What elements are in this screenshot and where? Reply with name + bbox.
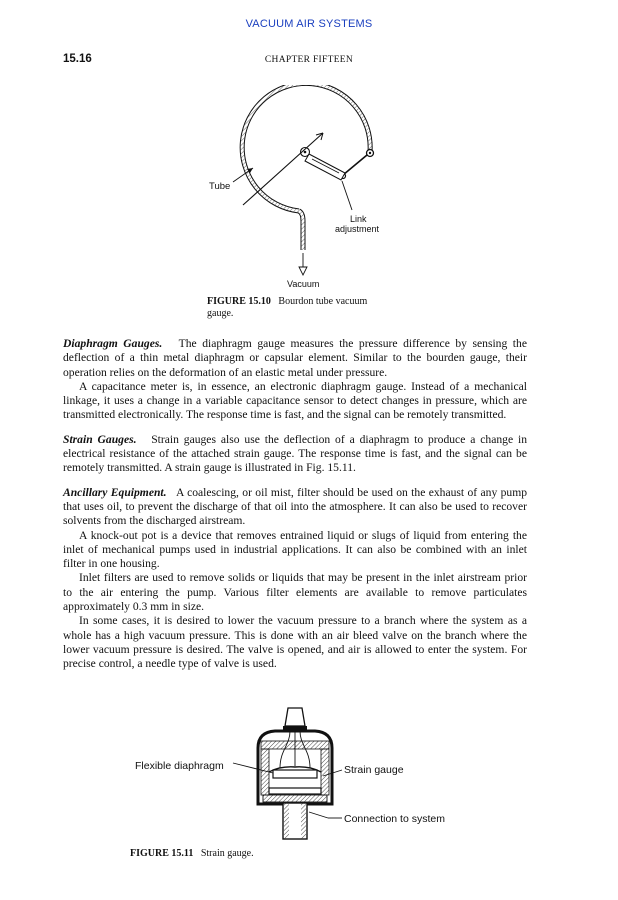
figure-15-10-number: FIGURE 15.10 bbox=[207, 296, 271, 307]
paragraph-ancillary-4: In some cases, it is desired to lower the vacuum pressure to a branch where the system as a whole has a high vacuum pressure. This is done with an air bleed valve on the branch where the lower vacuum pressure is desired. The valve is opened, and air is allowed to enter the system. For precise control, a needle type of valve is used. bbox=[63, 614, 527, 671]
running-head: VACUUM AIR SYSTEMS bbox=[245, 18, 373, 30]
strain-gauge-figure bbox=[130, 700, 470, 842]
strain-element bbox=[273, 770, 317, 778]
paragraph-ancillary-2: A knock-out pot is a device that removes entrained liquid or slugs of liquid from entering the inlet of mechanical pumps used in industrial applications. It can also be combined with an inlet filter in one housing. bbox=[63, 528, 527, 571]
figure-15-10-text-line1: Bourdon tube vacuum bbox=[278, 296, 368, 307]
paragraph-ancillary-3: Inlet filters are used to remove solids or liquids that may be present in the inlet airstream prior to the air entering the pump. Various filter elements are available to remove particulates approximately 0.3 mm in size. bbox=[63, 571, 527, 614]
diaphragm-label: Flexible diaphragm bbox=[135, 760, 224, 772]
figure-15-10-caption bbox=[207, 296, 397, 320]
paragraph-strain-1 bbox=[63, 433, 527, 476]
text-diaphragm-1: The diaphragm gauge measures the pressure difference by sensing the deflection of a thin metal diaphragm or capsular element. Similar to the bourden gauge, their operation relies on the deformation of an elastic metal under pressure. bbox=[63, 337, 527, 379]
connection-label: Connection to system bbox=[344, 813, 445, 825]
page-number: 15.16 bbox=[63, 53, 92, 65]
link-label-line1: Link bbox=[350, 214, 367, 224]
text-strain-1: Strain gauges also use the deflection of a diaphragm to produce a change in electrical resistance of the attached strain gauge. The response time is fast, and the signal can be remotely transmitted. A strain gauge is illustrated in Fig. 15.11. bbox=[63, 432, 528, 475]
paragraph-ancillary-1 bbox=[63, 486, 527, 529]
bourdon-gauge-figure bbox=[195, 85, 395, 295]
pointer bbox=[243, 133, 323, 205]
figure-15-11-caption bbox=[130, 848, 430, 860]
chapter-title: CHAPTER FIFTEEN bbox=[264, 55, 354, 65]
cable-nozzle bbox=[285, 708, 305, 726]
heading-ancillary-equipment: Ancillary Equipment. bbox=[63, 485, 167, 499]
strain-gauge-label: Strain gauge bbox=[344, 764, 404, 776]
vacuum-label: Vacuum bbox=[287, 279, 320, 289]
figure-15-11-text: Strain gauge. bbox=[200, 848, 254, 859]
figure-15-10-text-line2: gauge. bbox=[207, 308, 234, 319]
body-text bbox=[63, 337, 527, 672]
heading-diaphragm-gauges: Diaphragm Gauges. bbox=[63, 337, 163, 350]
heading-strain-gauges: Strain Gauges. bbox=[63, 432, 137, 446]
link-label-line2: adjustment bbox=[335, 224, 380, 234]
text-ancillary-1: A coalescing, or oil mist, filter should be used on the exhaust of any pump that uses oil, to prevent the discharge of that oil into the atmosphere. It can also be used to recover solvents from the discharged airstream. bbox=[63, 485, 528, 528]
tube-label: Tube bbox=[209, 181, 231, 192]
paragraph-diaphragm-1 bbox=[63, 337, 527, 380]
paragraph-diaphragm-2: A capacitance meter is, in essence, an electronic diaphragm gauge. Instead of a mechanical linkage, it uses a change in a variable capacitance sensor to detect changes in pressure, which are transmitted electronically. The response time is fast, and the signal can be remotely transmitted. bbox=[63, 379, 527, 422]
figure-15-11-number: FIGURE 15.11 bbox=[130, 848, 194, 859]
link bbox=[343, 155, 367, 175]
